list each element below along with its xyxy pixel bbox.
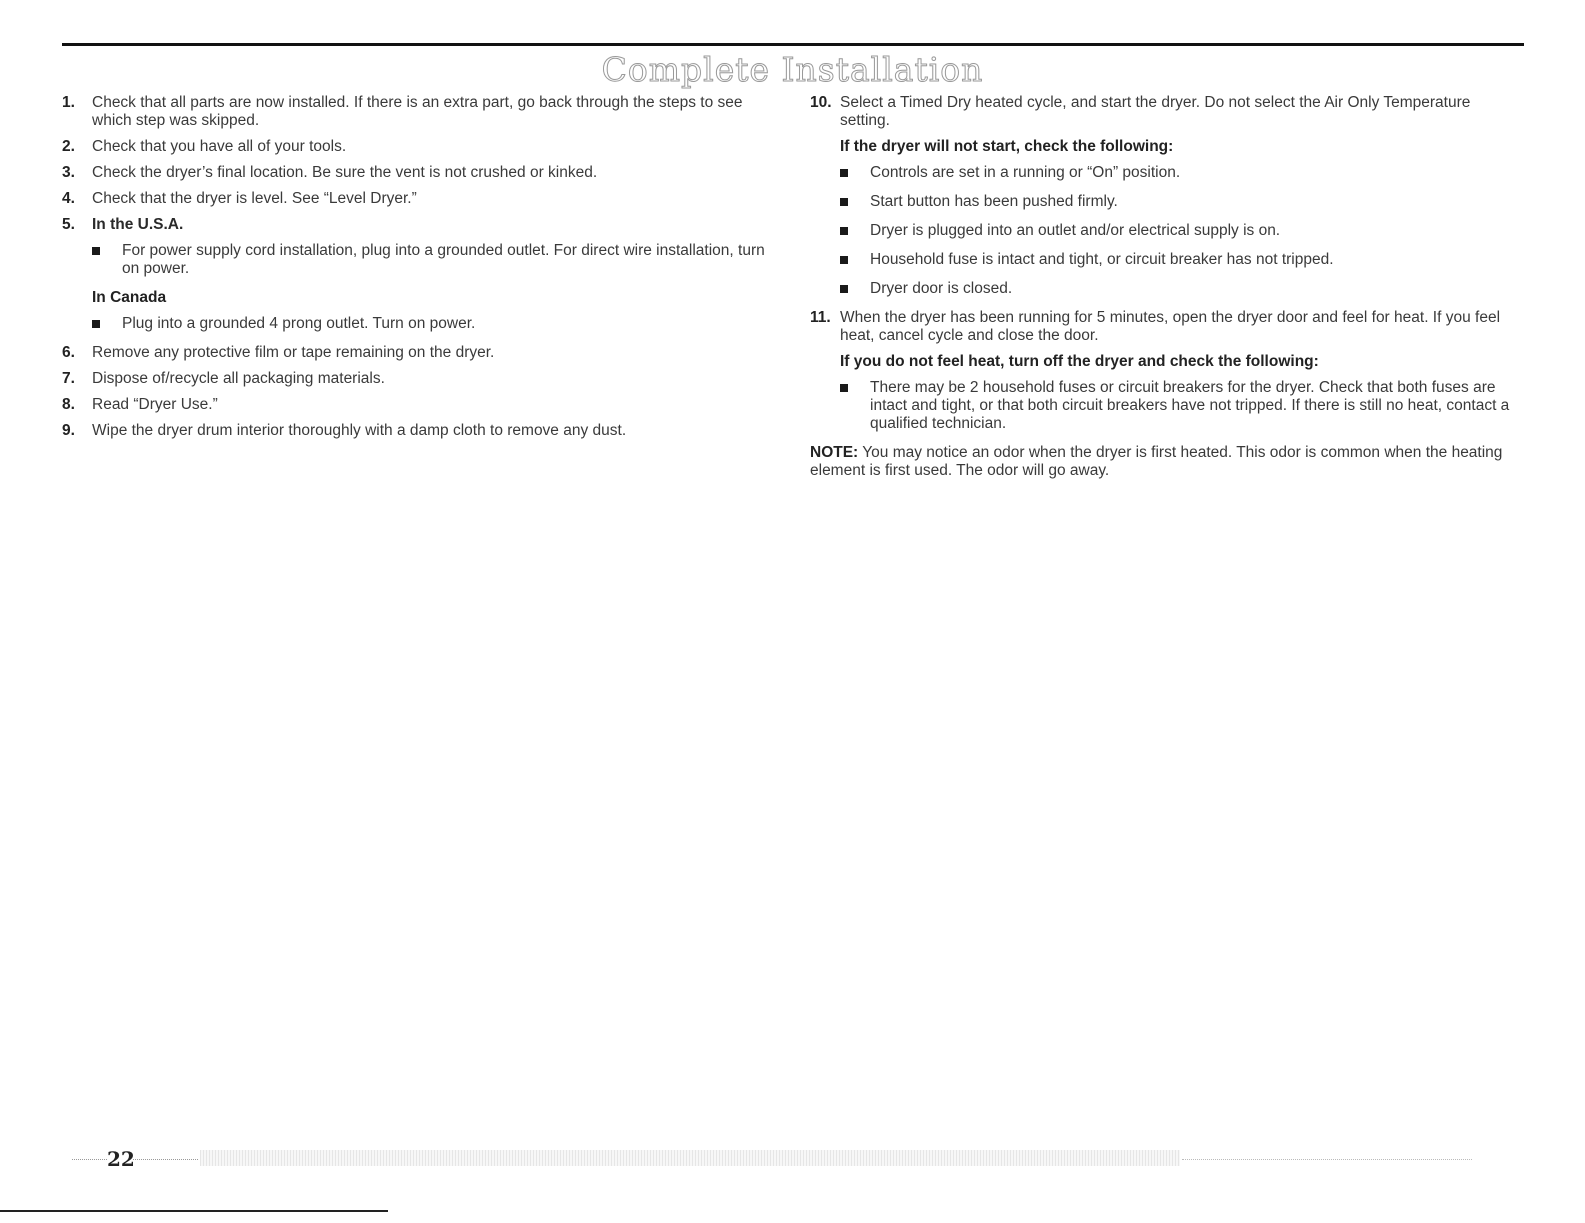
page-number: 22 (107, 1147, 135, 1171)
bullet-text: Start button has been pushed firmly. (870, 193, 1118, 210)
bullet-text: Controls are set in a running or “On” position. (870, 164, 1181, 181)
step-text: Check that the dryer is level. See “Level Dryer.” (92, 190, 417, 207)
step-4 (62, 190, 782, 208)
step-text: Check that you have all of your tools. (92, 138, 347, 155)
footer-dotted-rule (1182, 1159, 1472, 1160)
bullet-text: Plug into a grounded 4 prong outlet. Turn on power. (122, 315, 476, 332)
square-bullet-icon (92, 247, 100, 255)
note-text: You may notice an odor when the dryer is first heated. This odor is common when the heating element is first used. The odor will go away. (810, 444, 1503, 479)
step-number: 1. (62, 94, 75, 111)
left-column (62, 94, 782, 448)
step-text: Wipe the dryer drum interior thoroughly with a damp cloth to remove any dust. (92, 422, 627, 439)
step10-bullet (840, 193, 1524, 211)
square-bullet-icon (840, 285, 848, 293)
step-7 (62, 370, 782, 388)
step10-bullet (840, 280, 1524, 298)
step11-bullet (840, 379, 1524, 433)
square-bullet-icon (840, 227, 848, 235)
step-text: Remove any protective film or tape remaining on the dryer. (92, 344, 495, 361)
step-6 (62, 344, 782, 362)
footer-decorative-band (200, 1150, 1180, 1166)
step-9 (62, 422, 782, 440)
step-10 (810, 94, 1524, 130)
bullet-text: For power supply cord installation, plug into a grounded outlet. For direct wire installation, turn on power. (122, 242, 765, 277)
step-number: 7. (62, 370, 75, 387)
usa-bullet (92, 242, 782, 278)
step-number: 11. (810, 309, 831, 326)
step-number: 3. (62, 164, 75, 181)
footer-dotted-rule (133, 1159, 198, 1160)
step-number: 8. (62, 396, 75, 413)
square-bullet-icon (840, 169, 848, 177)
step-text: Check that all parts are now installed. If there is an extra part, go back through the steps to see which step was skipped. (92, 94, 743, 129)
step-11 (810, 309, 1524, 345)
bullet-text: There may be 2 household fuses or circuit breakers for the dryer. Check that both fuses are intact and tight, or that both circuit breakers have not tripped. If there is still no heat, contact a qualified technician. (870, 379, 1510, 432)
step10-check-heading: If the dryer will not start, check the following: (840, 138, 1174, 155)
bottom-rule (0, 1210, 388, 1212)
footer-dotted-rule (72, 1159, 107, 1160)
step-number: 5. (62, 216, 75, 233)
page-footer (0, 1145, 1585, 1175)
step-number: 2. (62, 138, 75, 155)
square-bullet-icon (92, 320, 100, 328)
step-text: Read “Dryer Use.” (92, 396, 218, 413)
step11-check-heading: If you do not feel heat, turn off the dryer and check the following: (840, 353, 1319, 370)
bullet-text: Dryer is plugged into an outlet and/or electrical supply is on. (870, 222, 1281, 239)
step-text: When the dryer has been running for 5 minutes, open the dryer door and feel for heat. If you feel heat, cancel cycle and close the door. (840, 309, 1501, 344)
note (810, 444, 1524, 480)
step-text: Select a Timed Dry heated cycle, and start the dryer. Do not select the Air Only Temperature setting. (840, 94, 1471, 129)
usa-heading: In the U.S.A. (92, 216, 184, 233)
right-column (810, 94, 1524, 480)
step-number: 6. (62, 344, 75, 361)
square-bullet-icon (840, 384, 848, 392)
square-bullet-icon (840, 256, 848, 264)
step10-bullet (840, 251, 1524, 269)
step-text: Dispose of/recycle all packaging materials. (92, 370, 385, 387)
step-number: 10. (810, 94, 832, 111)
step-5 (62, 216, 782, 234)
note-label: NOTE: (810, 444, 859, 461)
step-8 (62, 396, 782, 414)
step-number: 4. (62, 190, 75, 207)
step-number: 9. (62, 422, 75, 439)
step-text: Check the dryer’s final location. Be sure the vent is not crushed or kinked. (92, 164, 598, 181)
top-rule (62, 43, 1524, 46)
canada-heading: In Canada (92, 289, 167, 306)
step-3 (62, 164, 782, 182)
canada-bullet (92, 315, 782, 333)
bullet-text: Dryer door is closed. (870, 280, 1013, 297)
step-1 (62, 94, 782, 130)
square-bullet-icon (840, 198, 848, 206)
step10-bullet (840, 222, 1524, 240)
page-title: Complete Installation (601, 50, 984, 89)
bullet-text: Household fuse is intact and tight, or circuit breaker has not tripped. (870, 251, 1334, 268)
step-2 (62, 138, 782, 156)
step10-bullet (840, 164, 1524, 182)
